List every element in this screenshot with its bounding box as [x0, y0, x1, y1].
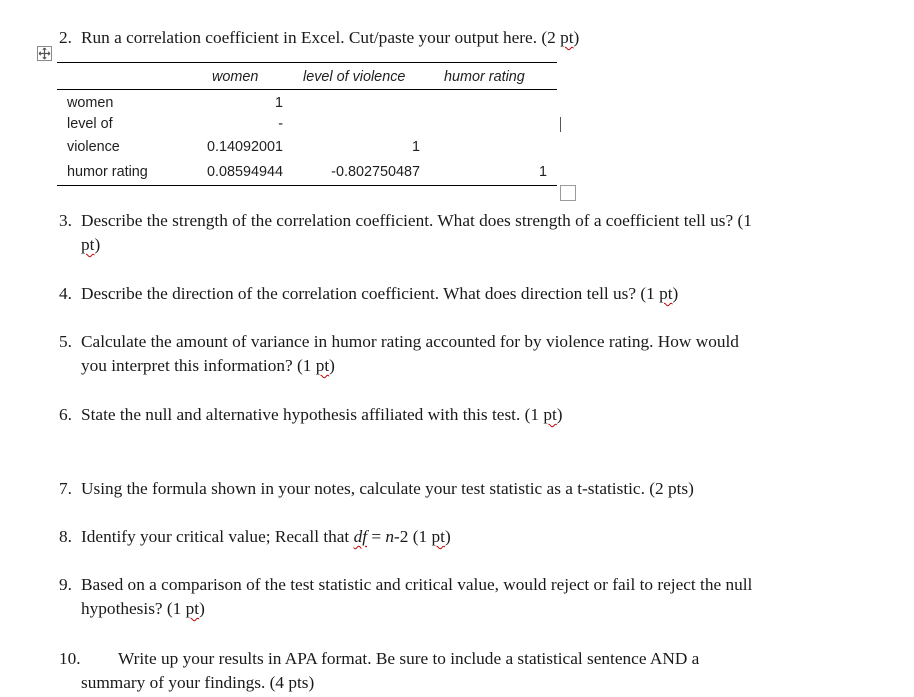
spelling-flag: pt [659, 284, 673, 303]
cell-value: -0.802750487 [331, 164, 420, 180]
cell-value: - [278, 116, 283, 132]
question-text: State the null and alternative hypothesis affiliated with this test. (1 pt) [81, 405, 563, 424]
row-label: humor rating [67, 164, 148, 180]
question-text: Based on a comparison of the test statistic and critical value, would reject or fail to reject the null [81, 575, 753, 594]
header-bottom-border [57, 89, 557, 90]
cell-value: 0.14092001 [206, 139, 283, 155]
question-text: Identify your critical value; Recall that df = n-2 (1 pt) [81, 527, 451, 546]
table-top-border [57, 62, 557, 63]
question-text: Describe the direction of the correlation coefficient. What does direction tell us? (1 pt) [81, 284, 679, 303]
spelling-flag: pt [560, 28, 574, 47]
table-resize-handle-icon[interactable] [560, 185, 576, 201]
question-number: 4. [59, 284, 72, 303]
cell-value: 0.08594944 [206, 164, 283, 180]
table-bottom-border [57, 185, 557, 186]
header-women: women [212, 69, 259, 85]
question-number: 3. [59, 211, 72, 230]
question-number: 7. [59, 479, 72, 498]
cell-value: 1 [411, 139, 420, 155]
question-number: 9. [59, 575, 72, 594]
question-number: 10. [59, 649, 81, 668]
question-text-continued: summary of your findings. (4 pts) [81, 673, 315, 692]
spelling-flag: df [353, 527, 368, 546]
question-text-continued: pt) [81, 235, 101, 254]
row-label: violence [67, 139, 120, 155]
question-text: Describe the strength of the correlation coefficient. What does strength of a coefficient tell us? (1 [81, 211, 752, 230]
spelling-flag: pt [185, 599, 200, 618]
correlation-table [0, 0, 914, 200]
spelling-flag: pt [543, 405, 557, 424]
question-text-continued: you interpret this information? (1 pt) [81, 356, 335, 375]
question-number: 8. [59, 527, 72, 546]
question-number: 2. [59, 28, 72, 47]
row-label: women [67, 95, 114, 111]
spelling-flag: pt [81, 235, 95, 254]
header-level-of-violence: level of violence [303, 69, 406, 85]
cell-value: 1 [538, 164, 547, 180]
question-text: Run a correlation coefficient in Excel. Cut/paste your output here. (2 pt) [81, 28, 580, 47]
variable-n: n [385, 527, 395, 546]
question-text: Using the formula shown in your notes, calculate your test statistic as a t-statistic. (2 pts) [81, 479, 694, 498]
question-text-continued: hypothesis? (1 pt) [81, 599, 205, 618]
question-number: 5. [59, 332, 72, 351]
question-number: 6. [59, 405, 72, 424]
row-label: level of [67, 116, 113, 132]
text-cursor [560, 117, 561, 132]
cell-value: 1 [274, 95, 283, 111]
question-text: Write up your results in APA format. Be sure to include a statistical sentence AND a [118, 649, 700, 668]
question-text: Calculate the amount of variance in humor rating accounted for by violence rating. How would [81, 332, 739, 351]
header-humor-rating: humor rating [444, 69, 525, 85]
spelling-flag: pt [431, 527, 445, 546]
spelling-flag: pt [315, 356, 330, 375]
